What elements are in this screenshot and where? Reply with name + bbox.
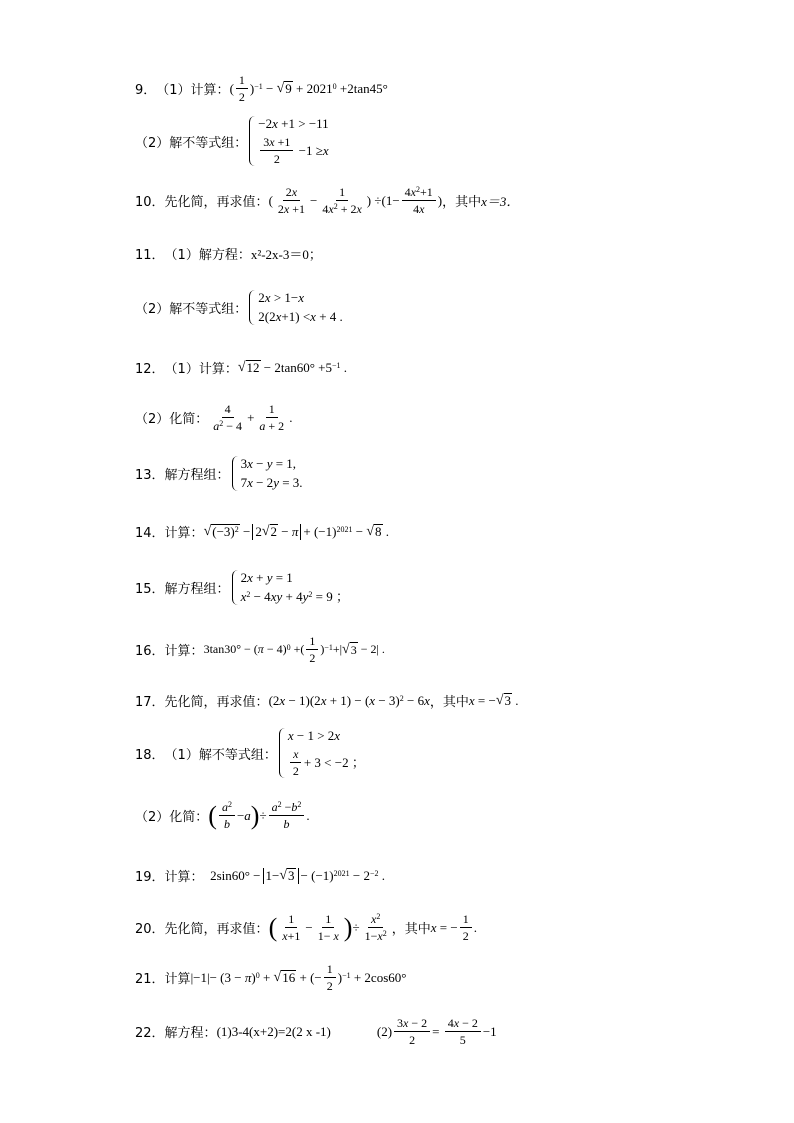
- math-expression: 3tan30° − ( π − 4) $^0$ +( $\frac{1}{2}$ ) $^{-1}$ +| √ 3 − 2| .: [203, 634, 385, 665]
- math-expression: ( $\frac{1}{x+1}$ − $\frac{1}{1- x}$ ) ÷ $\frac{x^2}{1-x^2}$: [268, 912, 387, 943]
- problem-label: （1）解方程：: [164, 248, 251, 263]
- problem-16: [135, 634, 385, 665]
- problem-label: ，其中: [391, 922, 431, 937]
- problem-label: （1）计算：: [156, 83, 230, 98]
- equation-1: (1)3-4(x+2)=2(2 x -1): [216, 1023, 331, 1039]
- problem-10: [135, 185, 519, 216]
- math-expression: √ 12 − 2tan60° +5 $^{-1}$ .: [237, 359, 348, 375]
- problem-number: 10．: [135, 195, 165, 210]
- problem-label: （2）解不等式组：: [135, 302, 248, 317]
- problem-label: （2）解不等式组：: [135, 135, 248, 151]
- problem-label: 计算：: [164, 644, 204, 659]
- condition: x = − √ 3 .: [468, 692, 519, 708]
- problem-label: 解方程组：: [164, 468, 230, 483]
- math-expression: |−1|− (3 − π ) $^0$ + √ 16 + (− $\frac{1}{2}$ ) $^{-1}$ + 2cos60°: [190, 962, 407, 993]
- problem-18-1: [135, 728, 365, 778]
- problem-label: （1）解不等式组：: [164, 747, 277, 763]
- math-expression: ( $\frac{2x}{2x +1}$ − $\frac{1}{4x^2 + 2x}$ ) ÷(1− $\frac{4x^2+1}{4x}$ ): [268, 185, 443, 216]
- problem-21: [135, 962, 406, 993]
- inequality-system: x − 1 > 2 x $\frac{x}{2}$ + 3 < −2 ；: [279, 728, 365, 778]
- equation-2-label: (2): [376, 1023, 393, 1039]
- problem-label: ，其中: [429, 695, 469, 710]
- problem-number: 20．: [135, 922, 165, 937]
- problem-11-2: [135, 290, 343, 325]
- problem-number: 18．: [135, 747, 165, 763]
- math-expression: (2 x − 1)(2 x + 1) − ( x − 3) $^2$ − 6 x: [268, 692, 430, 708]
- problem-11-1: [135, 244, 322, 263]
- problem-label: 先化简，再求值：: [164, 922, 269, 937]
- condition: x = − $\frac{1}{2}$ .: [430, 912, 477, 943]
- problem-19: [135, 866, 385, 885]
- problem-number: 11．: [135, 248, 165, 263]
- problem-9-2: [135, 116, 329, 166]
- problem-number: 16．: [135, 644, 165, 659]
- problem-22: [135, 1016, 497, 1047]
- problem-label: （1）计算：: [164, 362, 238, 377]
- problem-14: [135, 522, 389, 541]
- problem-18-2: [135, 800, 310, 831]
- problem-label: 先化简，再求值：: [164, 195, 269, 210]
- math-expression: 2sin60° − 1− √ 3 − (−1) $^{2021}$ − 2 $^{-2}$ .: [203, 867, 385, 883]
- problem-number: 13．: [135, 468, 165, 483]
- problem-label: 计算：: [164, 870, 204, 885]
- problem-13: [135, 456, 303, 491]
- problem-number: 19．: [135, 870, 165, 885]
- problem-label: 解方程：: [164, 1026, 217, 1041]
- problem-12-2: [135, 402, 292, 433]
- problem-20: [135, 912, 477, 943]
- problem-number: 17．: [135, 695, 165, 710]
- problem-12-1: [135, 358, 347, 377]
- problem-label: 解方程组：: [164, 582, 230, 597]
- problem-number: 21．: [135, 972, 165, 987]
- math-expression: √ $(-3)^2$ − 2 √ 2 − π + (−1) $^{2021}$ − √ 8 .: [203, 523, 389, 539]
- equation-system: 3 x − y = 1, 7 x − 2 y = 3.: [232, 456, 303, 491]
- math-expression: x²-2x-3＝0；: [250, 247, 322, 262]
- math-expression: ( $\frac{1}{2}$ ) $^{-1}$ − √ 9 + 2021 $^0$ +2tan45°: [229, 73, 388, 104]
- problem-number: 22．: [135, 1026, 165, 1041]
- problem-label: 计算: [164, 972, 191, 987]
- problem-label: 先化简，再求值：: [164, 695, 269, 710]
- math-expression: ( $\frac{a^2}{b}$ − a ) ÷ $\frac{a^2 -b^2}{b}$ .: [208, 800, 310, 831]
- problem-number: 9．: [135, 83, 157, 98]
- problem-number: 12．: [135, 362, 165, 377]
- equation-2: $\frac{3x - 2}{2}$ = $\frac{4x - 2}{5}$ −1: [392, 1016, 497, 1047]
- inequality-system: −2 x +1 > −11 $\frac{3x +1}{2}$ −1 ≥ x: [249, 116, 328, 166]
- condition: x＝3．: [481, 194, 520, 209]
- problem-number: 14．: [135, 526, 165, 541]
- inequality-system: 2 x > 1− x 2(2 x +1) < x + 4 .: [249, 290, 343, 325]
- problem-label: （2）化简：: [135, 412, 209, 427]
- math-expression: $\frac{4}{a^2 - 4}$ + $\frac{1}{a + 2}$ .: [213, 402, 293, 433]
- problem-label: （2）化简：: [135, 810, 209, 825]
- equation-system: 2 x + y = 1 x $^2$ − 4 xy + 4 y $^2$ = 9 ；: [232, 570, 349, 605]
- problem-15: [135, 570, 349, 605]
- problem-9-1: [135, 73, 388, 104]
- problem-17: [135, 691, 519, 710]
- problem-label: ，其中: [442, 195, 482, 210]
- problem-label: 计算：: [164, 526, 204, 541]
- problem-number: 15．: [135, 582, 165, 597]
